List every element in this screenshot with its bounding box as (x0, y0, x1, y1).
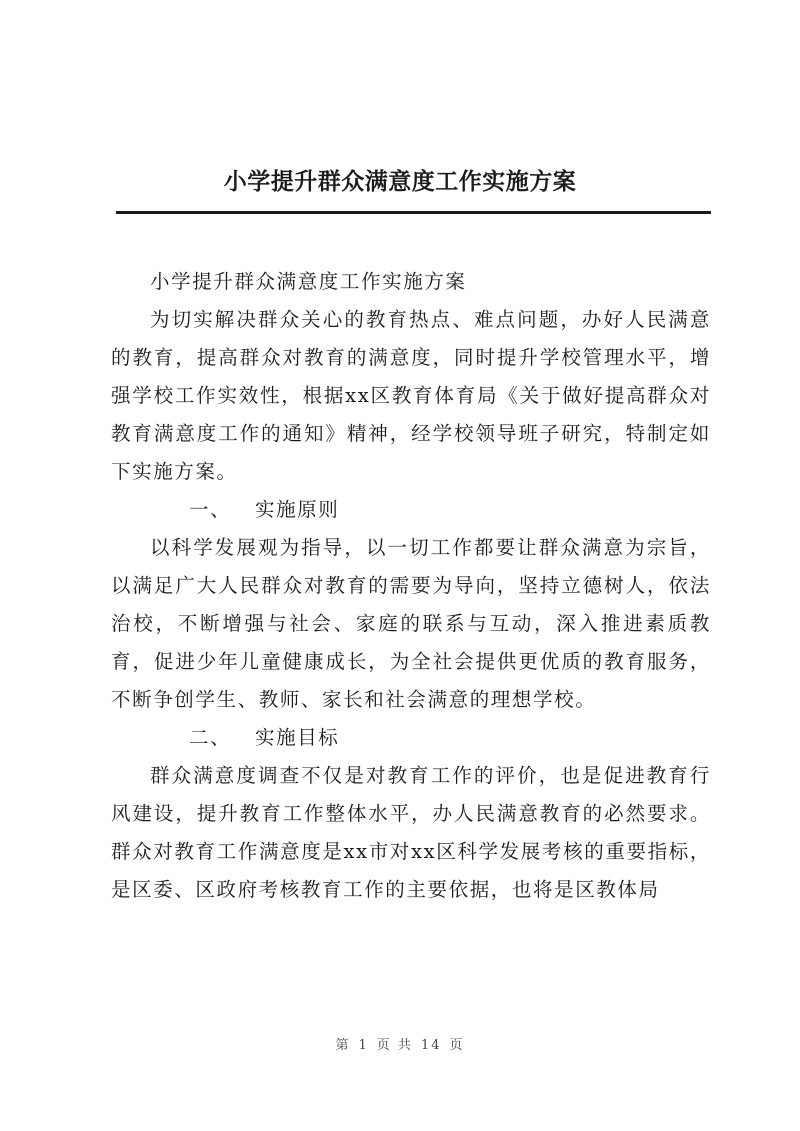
section-heading-2 (111, 719, 711, 757)
footer-page-number: 1 (358, 1038, 369, 1053)
title-divider (116, 211, 711, 214)
footer-suffix: 页 (449, 1038, 465, 1053)
section-number-1: 一、 (189, 498, 232, 521)
section-title-1: 实施原则 (255, 498, 340, 521)
paragraph-subtitle: 小学提升群众满意度工作实施方案 (150, 270, 467, 293)
document-body (111, 263, 711, 909)
footer-middle: 页 共 (376, 1038, 413, 1053)
footer-total-pages: 14 (420, 1038, 442, 1053)
page-footer (0, 1034, 800, 1053)
page-title: 小学提升群众满意度工作实施方案 (223, 168, 577, 195)
section-heading-1 (111, 491, 711, 529)
section-number-2: 二、 (189, 726, 232, 749)
footer-prefix: 第 (335, 1038, 351, 1053)
section-title-2: 实施目标 (255, 726, 340, 749)
paragraph-principles: 以科学发展观为指导，以一切工作都要让群众满意为宗旨，以满足广大人民群众对教育的需要为导向，坚持立德树人，依法治校，不断增强与社会、家庭的联系与互动，深入推进素质教育，促进少年儿童健康成长，为全社会提供更优质的教育服务，不断争创学生、教师、家长和社会满意的理想学校。 (111, 536, 711, 711)
paragraph-goals: 群众满意度调查不仅是对教育工作的评价，也是促进教育行风建设，提升教育工作整体水平，办人民满意教育的必然要求。群众对教育工作满意度是xx市对xx区科学发展考核的重要指标，是区委、区政府考核教育工作的主要依据，也将是区教体局 (111, 764, 711, 901)
paragraph-intro: 为切实解决群众关心的教育热点、难点问题，办好人民满意的教育，提高群众对教育的满意度，同时提升学校管理水平，增强学校工作实效性，根据xx区教育体育局《关于做好提高群众对教育满意度工作的通知》精神，经学校领导班子研究，特制定如下实施方案。 (111, 308, 711, 483)
